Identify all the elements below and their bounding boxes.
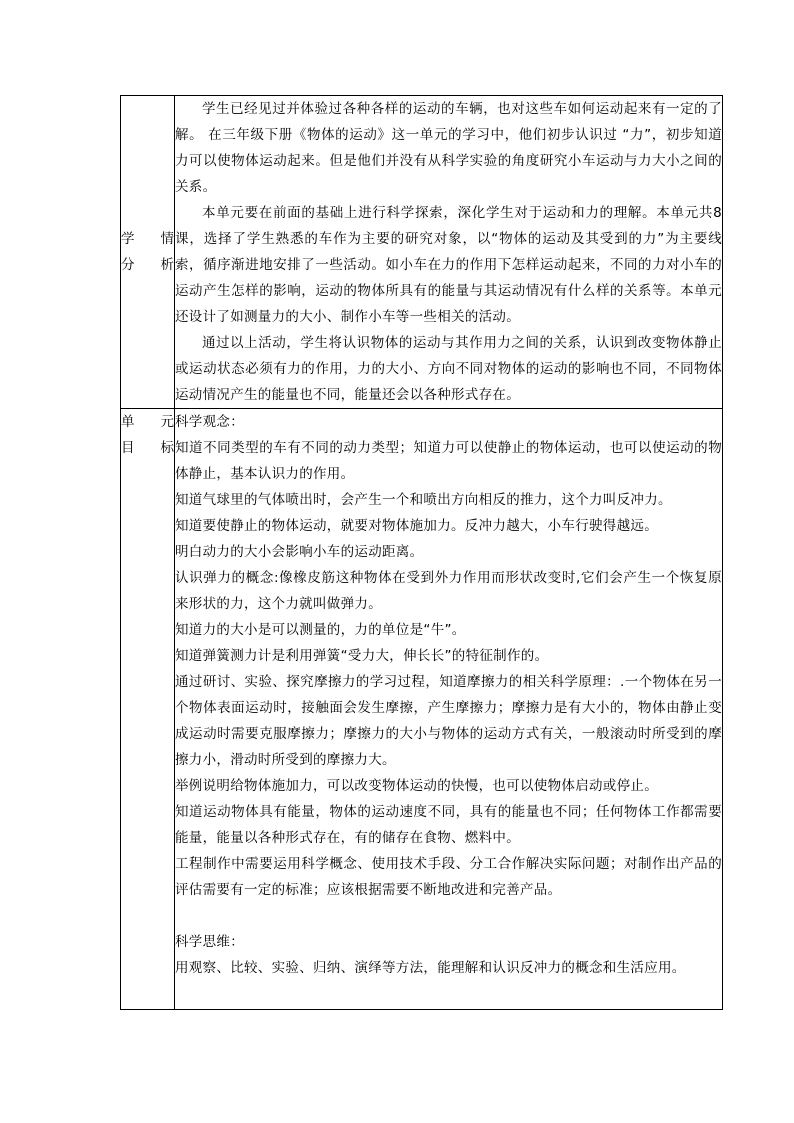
analysis-label-cell (121, 96, 175, 409)
analysis-paragraph: 本单元要在前面的基础上进行科学探索，深化学生对于运动和力的理解。本单元共8课，选择了学生熟悉的车作为主要的研究对象，以“物体的运动及其受到的力”为主要线索，循序渐进地安排了一些活动。如小车在力的作用下怎样运动起来，不同的力对小车的运动产生怎样的影响，运动的物体所具有的能量与其运动情况有什么样的关系等。本单元还设计了如测量力的大小、制作小车等一些相关的活动。 (175, 205, 722, 325)
goal-item: 知道气球里的气体喷出时，会产生一个和喷出方向相反的推力，这个力叫反冲力。 (175, 492, 672, 508)
blank-line (175, 903, 722, 929)
goal-item: 工程制作中需要运用科学概念、使用技术手段、分工合作解决实际问题；对制作出产品的评估需要有一定的标准；应该根据需要不断地改进和完善产品。 (175, 856, 722, 898)
goals-heading-science-concepts: 科学观念： (175, 414, 244, 430)
goal-item: 用观察、比较、实验、归纳、演绎等方法，能理解和认识反冲力的概念和生活应用。 (175, 960, 686, 976)
goals-label-line1: 单 元 (121, 414, 174, 430)
goals-label-cell (121, 409, 175, 1010)
analysis-paragraph: 通过以上活动，学生将认识物体的运动与其作用力之间的关系，认识到改变物体静止或运动状态必须有力的作用，力的大小、方向不同对物体的运动的影响也不同，不同物体运动情况产生的能量也不同，能量还会以各种形式存在。 (175, 335, 722, 403)
goal-item: 明白动力的大小会影响小车的运动距离。 (175, 544, 424, 560)
analysis-label-line1: 学 情 (121, 231, 174, 247)
goals-label-line2: 目标 (121, 440, 174, 456)
goals-row (121, 409, 723, 1010)
goal-item: 知道运动物体具有能量，物体的运动速度不同，具有的能量也不同；任何物体工作都需要能量，能量以各种形式存在，有的储存在食物、燃料中。 (175, 804, 722, 846)
analysis-row (121, 96, 723, 409)
goal-item: 举例说明给物体施加力，可以改变物体运动的快慢，也可以使物体启动或停止。 (175, 778, 658, 794)
goal-item: 知道力的大小是可以测量的，力的单位是“牛”。 (175, 622, 466, 638)
analysis-paragraph: 学生已经见过并体验过各种各样的运动的车辆，也对这些车如何运动起来有一定的了解。 在三年级下册《物体的运动》这一单元的学习中，他们初步认识过 “力”，初步知道力可以使物体运动起来。但是他们并没有从科学实验的角度研究小车运动与力大小之间的关系。 (175, 101, 722, 195)
goal-item: 认识弹力的概念:像橡皮筋这种物体在受到外力作用而形状改变时,它们会产生一个恢复原来形状的力，这个力就叫做弹力。 (175, 570, 722, 612)
goal-item: 通过研讨、实验、探究摩擦力的学习过程，知道摩擦力的相关科学原理：.一个物体在另一个物体表面运动时，接触面会发生摩擦，产生摩擦力；摩擦力是有大小的，物体由静止变成运动时需要克服摩擦力；摩擦力的大小与物体的运动方式有关，一般滚动时所受到的摩擦力小，滑动时所受到的摩擦力大。 (175, 674, 722, 768)
lesson-plan-table (120, 95, 723, 1010)
goal-item: 知道要使静止的物体运动，就要对物体施加力。反冲力越大，小车行驶得越远。 (175, 518, 658, 534)
goal-item: 知道不同类型的车有不同的动力类型；知道力可以使静止的物体运动，也可以使运动的物体静止，基本认识力的作用。 (175, 440, 722, 482)
goals-heading-science-thinking: 科学思维： (175, 934, 244, 950)
analysis-label-line2: 分析 (121, 257, 174, 273)
analysis-content-cell (175, 96, 723, 409)
goals-content-cell (175, 409, 723, 1010)
goal-item: 知道弹簧测力计是利用弹簧“受力大，伸长长”的特征制作的。 (175, 648, 549, 664)
